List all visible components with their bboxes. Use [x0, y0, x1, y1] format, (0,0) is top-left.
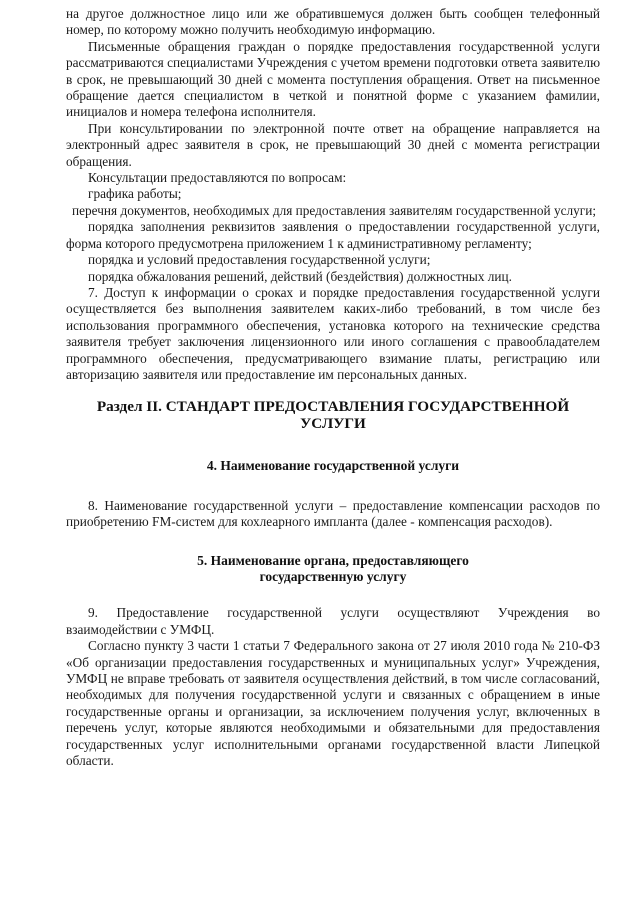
- written-requests-paragraph: Письменные обращения граждан о порядке предоставления государственной услуги рассматриваются специалистами Учреждения с учетом времени подготовки ответа заявителю в срок, не превышающий 30 дней с момента поступления обращения. Ответ на письменное обращение дается специалистом в четкой и понятной форме с указанием фамилии, инициалов и номера телефона исполнителя.: [66, 38, 600, 120]
- section-2-title: Раздел II. СТАНДАРТ ПРЕДОСТАВЛЕНИЯ ГОСУДАРСТВЕННОЙ УСЛУГИ: [96, 398, 570, 433]
- item-9-paragraph: 9. Предоставление государственной услуги осуществляют Учреждения во взаимодействии с УМФЦ.: [66, 605, 600, 637]
- consult-intro: Консультации предоставляются по вопросам:: [88, 170, 347, 186]
- item-8-paragraph: 8. Наименование государственной услуги – предоставление компенсации расходов по приобретению FM-систем для кохлеарного импланта (далее - компенсация расходов).: [66, 497, 600, 530]
- email-consult-paragraph: При консультировании по электронной почте ответ на обращение направляется на электронный адрес заявителя в срок, не превышающий 30 дней с момента регистрации обращения.: [66, 120, 600, 169]
- subsection-5-title-line-2: государственную услугу: [259, 568, 407, 584]
- intro-paragraph: на другое должностное лицо или же обратившемуся должен быть сообщен телефонный номер, по которому можно получить необходимую информацию.: [66, 6, 600, 38]
- consult-item-documents: перечня документов, необходимых для предоставления заявителям государственной услуги;: [72, 202, 597, 218]
- subsection-5-title-line-1: 5. Наименование органа, предоставляющего: [197, 552, 469, 568]
- subsection-4-title: 4. Наименование государственной услуги: [206, 458, 460, 474]
- law-reference-paragraph: Согласно пункту 3 части 1 статьи 7 Федерального закона от 27 июля 2010 года № 210-ФЗ «Об организации предоставления государственных и муниципальных услуг» Учреждения, УМФЦ не вправе требовать от заявителя осуществления действий, в том числе согласований, необходимых для получения государственной услуги и связанных с обращением в иные государственные органы и организации, за исключением получения услуг, включенных в перечень услуг, которые являются необходимыми и обязательными для предоставления государственных услуг исполнительными органами государственной власти Липецкой области.: [66, 638, 600, 769]
- consult-item-form: порядка заполнения реквизитов заявления о предоставлении государственной услуги, форма которого предусмотрена приложением 1 к административному регламенту;: [66, 219, 600, 251]
- consult-item-conditions: порядка и условий предоставления государственной услуги;: [88, 252, 431, 268]
- document-page: [66, 6, 600, 769]
- consult-item-appeal: порядка обжалования решений, действий (бездействия) должностных лиц.: [88, 268, 512, 284]
- consult-item-schedule: графика работы;: [88, 186, 182, 202]
- subsection-5-title: [66, 553, 600, 586]
- item-7-paragraph: 7. Доступ к информации о сроках и порядке предоставления государственной услуги осуществляется без выполнения заявителем каких-либо требований, в том числе без использования программного обеспечения, установка которого на технические средства заявителя требует заключения лицензионного или иного соглашения с правообладателем программного обеспечения, предусматривающего взимание платы, регистрацию или авторизацию заявителя или предоставление им персональных данных.: [66, 284, 600, 382]
